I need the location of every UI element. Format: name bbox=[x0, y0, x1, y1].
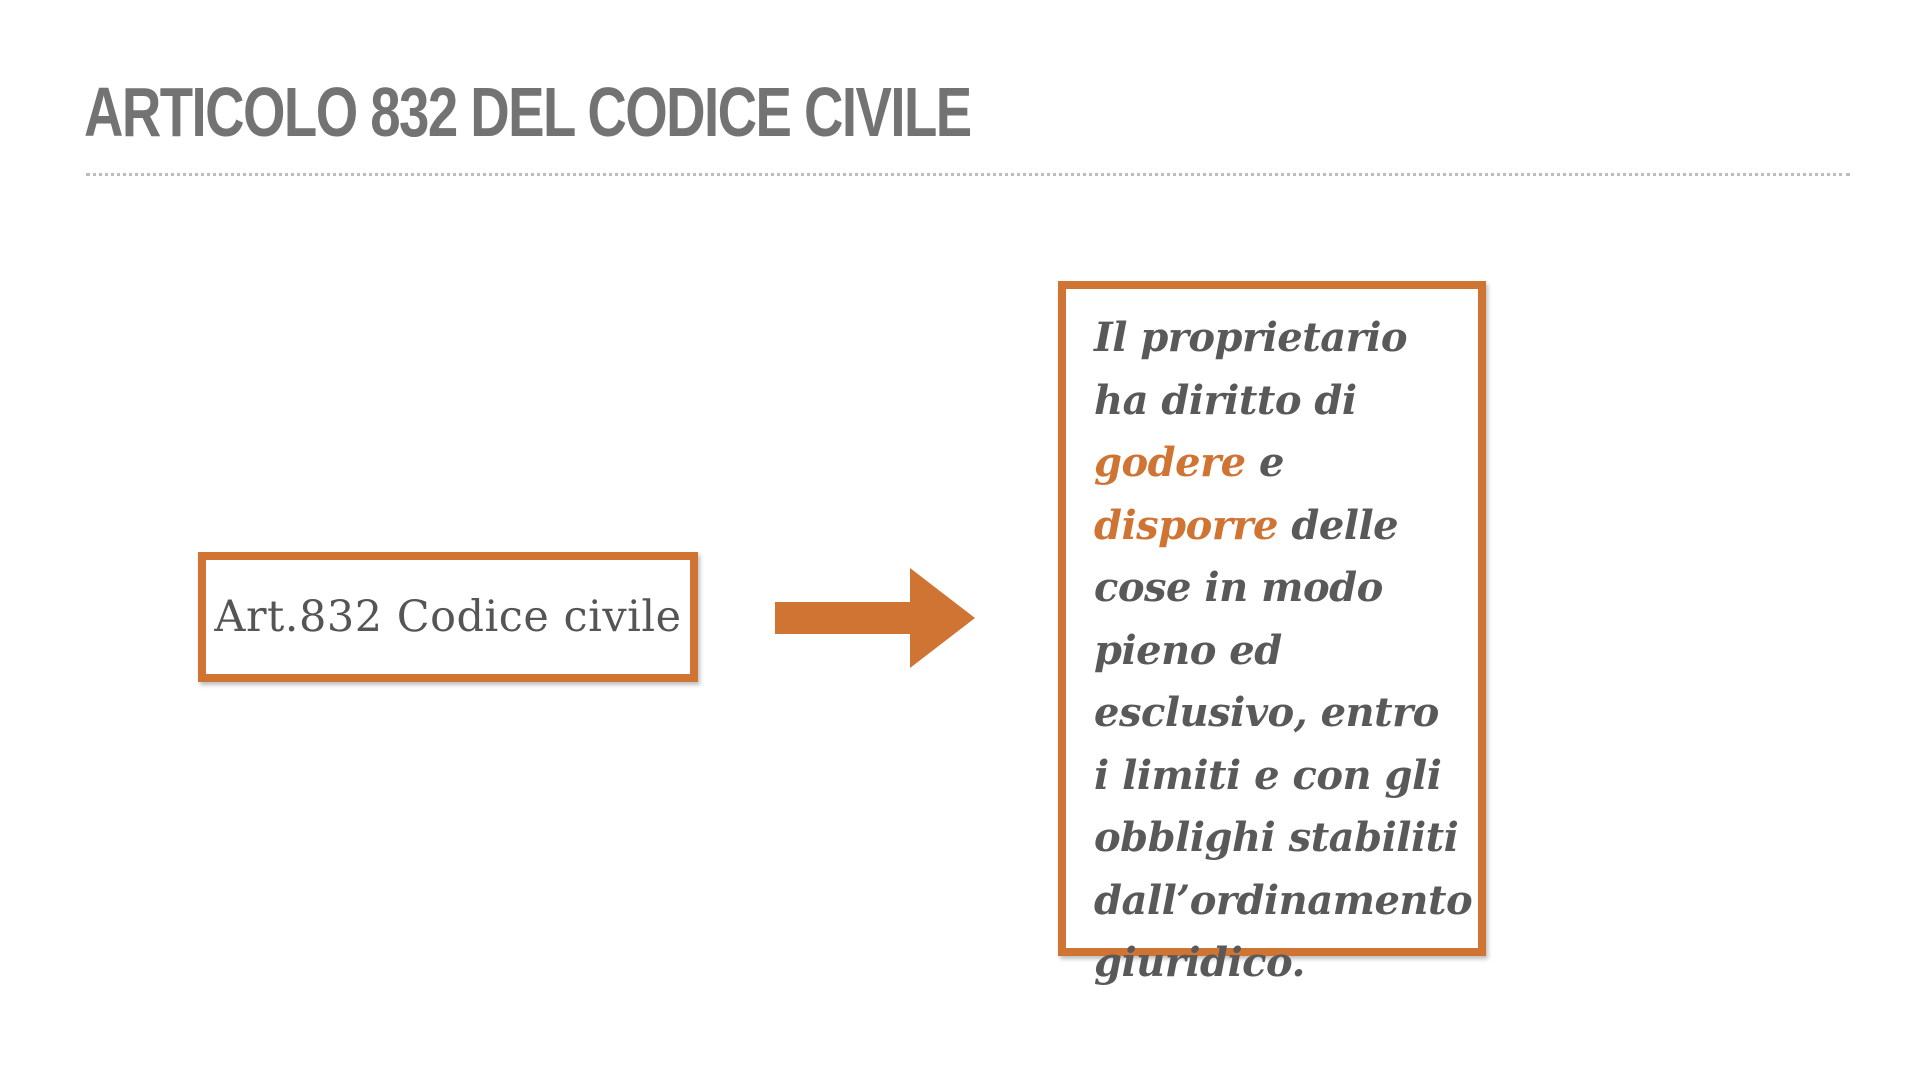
highlight-disporre: disporre bbox=[1094, 501, 1278, 549]
definition-box bbox=[1058, 281, 1486, 986]
highlight-godere: godere bbox=[1094, 439, 1246, 486]
definition-text-part-1: Il proprietario ha diritto di bbox=[1094, 314, 1408, 424]
source-label: Art.832 Codice civile bbox=[214, 592, 682, 642]
arrow-right-icon bbox=[775, 568, 975, 668]
source-box bbox=[198, 552, 698, 682]
definition-text-part-3: delle cose in modo pieno ed esclusivo, entro i limiti e con gli obblighi stabiliti dall’ordinamento giuridico. bbox=[1094, 501, 1473, 986]
title-divider bbox=[86, 173, 1850, 176]
slide-title: ARTICOLO 832 DEL CODICE CIVILE bbox=[84, 73, 971, 151]
definition-text-part-2: e bbox=[1245, 439, 1284, 486]
definition-text bbox=[1094, 307, 1473, 995]
